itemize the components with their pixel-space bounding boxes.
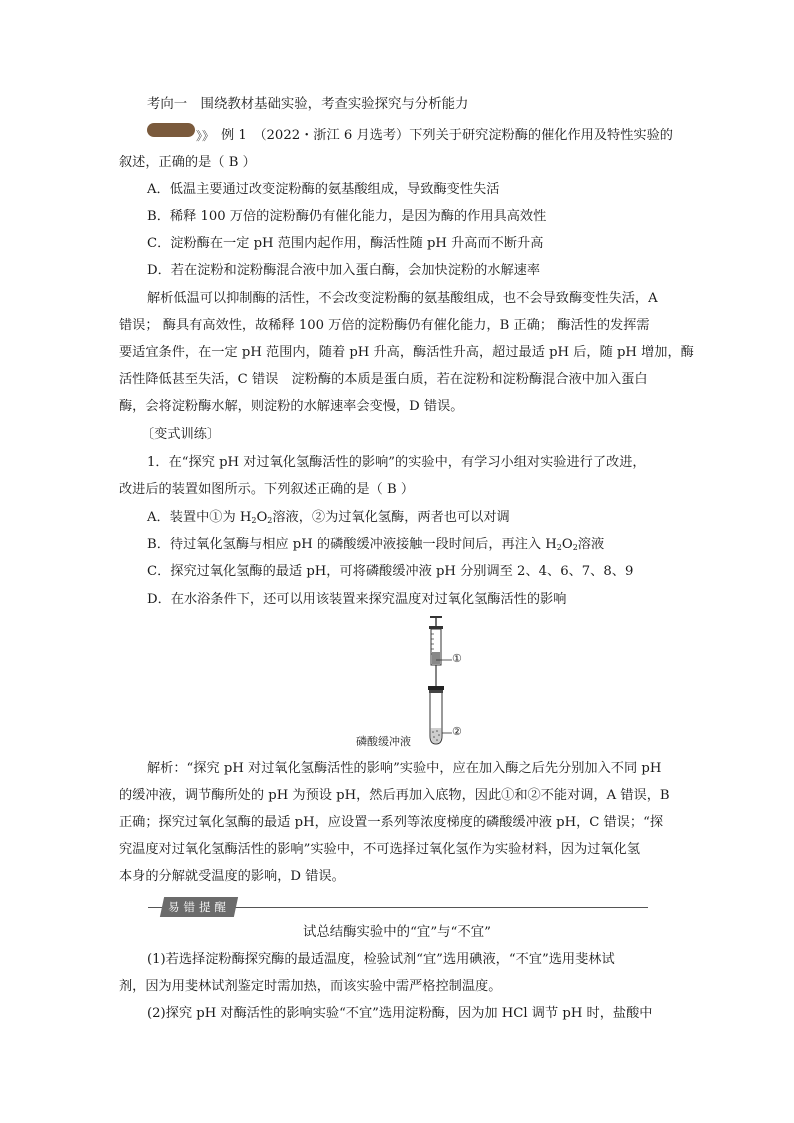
variant-question-line1: 1．在“探究 pH 对过氧化氢酶活性的影响”的实验中，有学习小组对实验进行了改进， [147, 455, 646, 470]
buffer-label: 磷酸缓冲液 [356, 735, 411, 748]
example-analysis-line: 活性降低甚至失活，C 错误 淀粉酶的本质是蛋白质，若在淀粉和淀粉酶混合液中加入蛋白 [119, 372, 648, 387]
variant-option-a: A．装置中①为 $H_2O_2$溶液，②为过氧化氢酶，两者也可以对调 [147, 510, 510, 525]
example-analysis-line: 解析低温可以抑制酶的活性，不会改变淀粉酶的氨基酸组成，也不会导致酶变性失活，A [147, 291, 658, 306]
example-option-c: C．淀粉酶在一定 pH 范围内起作用，酶活性随 pH 升高而不断升高 [147, 236, 544, 251]
double-chevron-icon: 》》 [196, 129, 215, 143]
variant-analysis-line: 究温度对过氧化氢酶活性的影响”实验中，不可选择过氧化氢作为实验材料，因为过氧化氢 [119, 842, 641, 857]
tips-line: 剂，因为用斐林试剂鉴定时需加热，而该实验中需严格控制温度。 [119, 979, 502, 994]
example-analysis-line: 要适宜条件，在一定 pH 范围内，随着 pH 升高，酶活性升高，超过最适 pH 后，随 pH 增加，酶 [119, 345, 694, 360]
tips-title: 试总结酶实验中的“宜”与“不宜” [302, 925, 492, 940]
example-analysis-line: 错误； 酶具有高效性，故稀释 100 万倍的淀粉酶仍有催化能力，B 正确； 酶活性的发挥需 [119, 318, 650, 333]
section-heading: 考向一 围绕教材基础实验，考查实验探究与分析能力 [147, 97, 469, 112]
figure-label-2: ② [452, 725, 462, 738]
example-option-d: D．若在淀粉和淀粉酶混合液中加入蛋白酶，会加快淀粉的水解速率 [147, 263, 541, 278]
tips-line: (2)探究 pH 对酶活性的影响实验“不宜”选用淀粉酶，因为加 HCl 调节 pH 时，盐酸中 [147, 1006, 653, 1021]
example-option-a: A．低温主要通过改变淀粉酶的氨基酸组成，导致酶变性失活 [147, 182, 500, 197]
example-tag-badge [147, 123, 195, 137]
tips-banner-label: 易错提醒 [160, 897, 238, 917]
variant-heading: 〔变式训练〕 [141, 427, 221, 442]
example-question-line1: 例 1 （2022・浙江 6 月选考）下列关于研究淀粉酶的催化作用及特性实验的 [221, 128, 673, 143]
variant-option-c: C．探究过氧化氢酶的最适 pH，可将磷酸缓冲液 pH 分别调至 2、4、6、7、8、9 [147, 564, 634, 579]
variant-analysis-line: 本身的分解就受温度的影响，D 错误。 [119, 869, 345, 884]
example-analysis-line: 酶，会将淀粉酶水解，则淀粉的水解速率会变慢，D 错误。 [119, 399, 464, 414]
variant-question-line2: 改进后的装置如图所示。下列叙述正确的是（ B ） [119, 482, 415, 497]
figure-label-1: ① [452, 652, 462, 665]
variant-option-d: D．在水浴条件下，还可以用该装置来探究温度对过氧化氢酶活性的影响 [147, 592, 567, 607]
variant-option-b: B．待过氧化氢酶与相应 pH 的磷酸缓冲液接触一段时间后，再注入 $H_2O_2$溶液 [147, 537, 605, 552]
apparatus-figure [330, 614, 480, 754]
tips-banner [148, 897, 648, 919]
variant-analysis-line: 正确；探究过氧化氢酶的最适 pH，应设置一系列等浓度梯度的磷酸缓冲液 pH，C 错误；“探 [119, 815, 664, 830]
example-option-b: B．稀释 100 万倍的淀粉酶仍有催化能力，是因为酶的作用具高效性 [147, 209, 547, 224]
variant-analysis-line: 解析：“探究 pH 对过氧化氢酶活性的影响”实验中，应在加入酶之后先分别加入不同 pH [147, 761, 662, 776]
variant-analysis-line: 的缓冲液，调节酶所处的 pH 为预设 pH，然后再加入底物，因此①和②不能对调，A 错误，B [119, 788, 670, 803]
tips-line: (1)若选择淀粉酶探究酶的最适温度，检验试剂“宜”选用碘液，“不宜”选用斐林试 [147, 952, 615, 967]
example-question-line2: 叙述，正确的是（ B ） [119, 155, 256, 170]
